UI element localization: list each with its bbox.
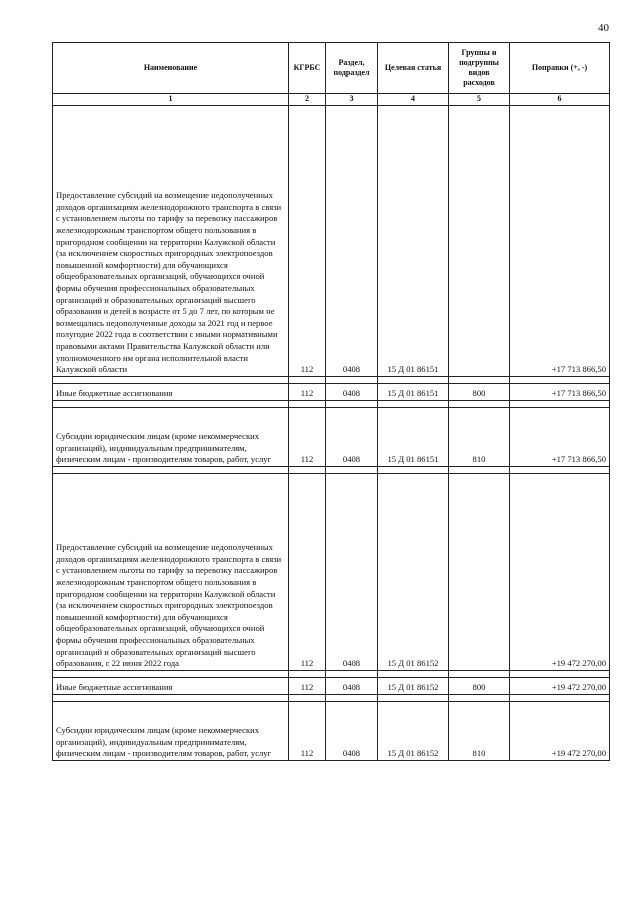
table-row — [53, 473, 610, 670]
column-number: 3 — [326, 94, 378, 106]
row-name: Субсидии юридическим лицам (кроме некоммерческих организаций), индивидуальным предпринимателям, физическим лицам - производителям товаров, работ, услуг — [53, 407, 289, 466]
page-number: 40 — [598, 22, 609, 34]
row-target: 15 Д 01 86151 — [378, 407, 449, 466]
column-number: 2 — [289, 94, 326, 106]
row-name: Иные бюджетные ассигнования — [53, 677, 289, 694]
row-target: 15 Д 01 86152 — [378, 701, 449, 760]
row-amount: +17 713 866,50 — [510, 383, 610, 400]
row-amount: +17 713 866,50 — [510, 407, 610, 466]
row-spacer — [53, 400, 610, 407]
column-number: 4 — [378, 94, 449, 106]
budget-table — [52, 42, 610, 761]
row-group: 800 — [449, 383, 510, 400]
row-amount: +19 472 270,00 — [510, 701, 610, 760]
header-kgrbs: КГРБС — [289, 43, 326, 94]
table-row — [53, 701, 610, 760]
row-amount: +19 472 270,00 — [510, 677, 610, 694]
row-section: 0408 — [326, 105, 378, 376]
table-row — [53, 383, 610, 400]
table-row — [53, 105, 610, 376]
header-target: Целевая статья — [378, 43, 449, 94]
row-spacer — [53, 376, 610, 383]
row-group — [449, 105, 510, 376]
row-name: Иные бюджетные ассигнования — [53, 383, 289, 400]
column-number: 6 — [510, 94, 610, 106]
row-kgrbs: 112 — [289, 677, 326, 694]
row-spacer — [53, 670, 610, 677]
row-kgrbs: 112 — [289, 105, 326, 376]
header-row — [53, 43, 610, 94]
row-kgrbs: 112 — [289, 407, 326, 466]
row-section: 0408 — [326, 677, 378, 694]
row-name: Предоставление субсидий на возмещение недополученных доходов организациям железнодорожного транспорта в связи с установлением льготы по тарифу за перевозку пассажиров железнодорожным транспортом общего пользования в пригородном сообщении на территории Калужской области (за исключением скоростных пригородных электропоездов повышенной комфортности) для обучающихся общеобразовательных организаций, обучающихся очной формы обучения профессиональных образовательных организаций и образовательных организаций высшего образования, с 22 июня 2022 года — [53, 473, 289, 670]
row-spacer — [53, 466, 610, 473]
header-section: Раздел, подраздел — [326, 43, 378, 94]
column-number: 5 — [449, 94, 510, 106]
column-number-row — [53, 94, 610, 106]
header-name: Наименование — [53, 43, 289, 94]
row-target: 15 Д 01 86151 — [378, 105, 449, 376]
row-kgrbs: 112 — [289, 383, 326, 400]
row-target: 15 Д 01 86151 — [378, 383, 449, 400]
row-section: 0408 — [326, 383, 378, 400]
row-section: 0408 — [326, 407, 378, 466]
row-name: Субсидии юридическим лицам (кроме некоммерческих организаций), индивидуальным предпринимателям, физическим лицам - производителям товаров, работ, услуг — [53, 701, 289, 760]
row-target: 15 Д 01 86152 — [378, 473, 449, 670]
table-row — [53, 407, 610, 466]
row-spacer — [53, 694, 610, 701]
row-group: 810 — [449, 407, 510, 466]
column-number: 1 — [53, 94, 289, 106]
row-group: 810 — [449, 701, 510, 760]
row-target: 15 Д 01 86152 — [378, 677, 449, 694]
row-kgrbs: 112 — [289, 701, 326, 760]
row-amount: +19 472 270,00 — [510, 473, 610, 670]
row-kgrbs: 112 — [289, 473, 326, 670]
row-group — [449, 473, 510, 670]
row-group: 800 — [449, 677, 510, 694]
header-amendments: Поправки (+, -) — [510, 43, 610, 94]
row-amount: +17 713 866,50 — [510, 105, 610, 376]
row-section: 0408 — [326, 701, 378, 760]
row-name: Предоставление субсидий на возмещение недополученных доходов организациям железнодорожного транспорта в связи с установлением льготы по тарифу за перевозку пассажиров железнодорожным транспортом общего пользования в пригородном сообщении на территории Калужской области (за исключением скоростных пригородных электропоездов повышенной комфортности) для обучающихся общеобразовательных организаций, обучающихся очной формы обучения профессиональных образовательных организаций и образовательных организаций высшего образования и детей в возрасте от 5 до 7 лет, по которым не возмещались недополученные доходы за 2021 год и первое полугодие 2022 года в соответствии с иными нормативными правовыми актами Правительства Калужской области или уполномоченного им органа исполнительной власти Калужской области — [53, 105, 289, 376]
table-row — [53, 677, 610, 694]
header-groups: Группы и подгруппы видов расходов — [449, 43, 510, 94]
row-section: 0408 — [326, 473, 378, 670]
